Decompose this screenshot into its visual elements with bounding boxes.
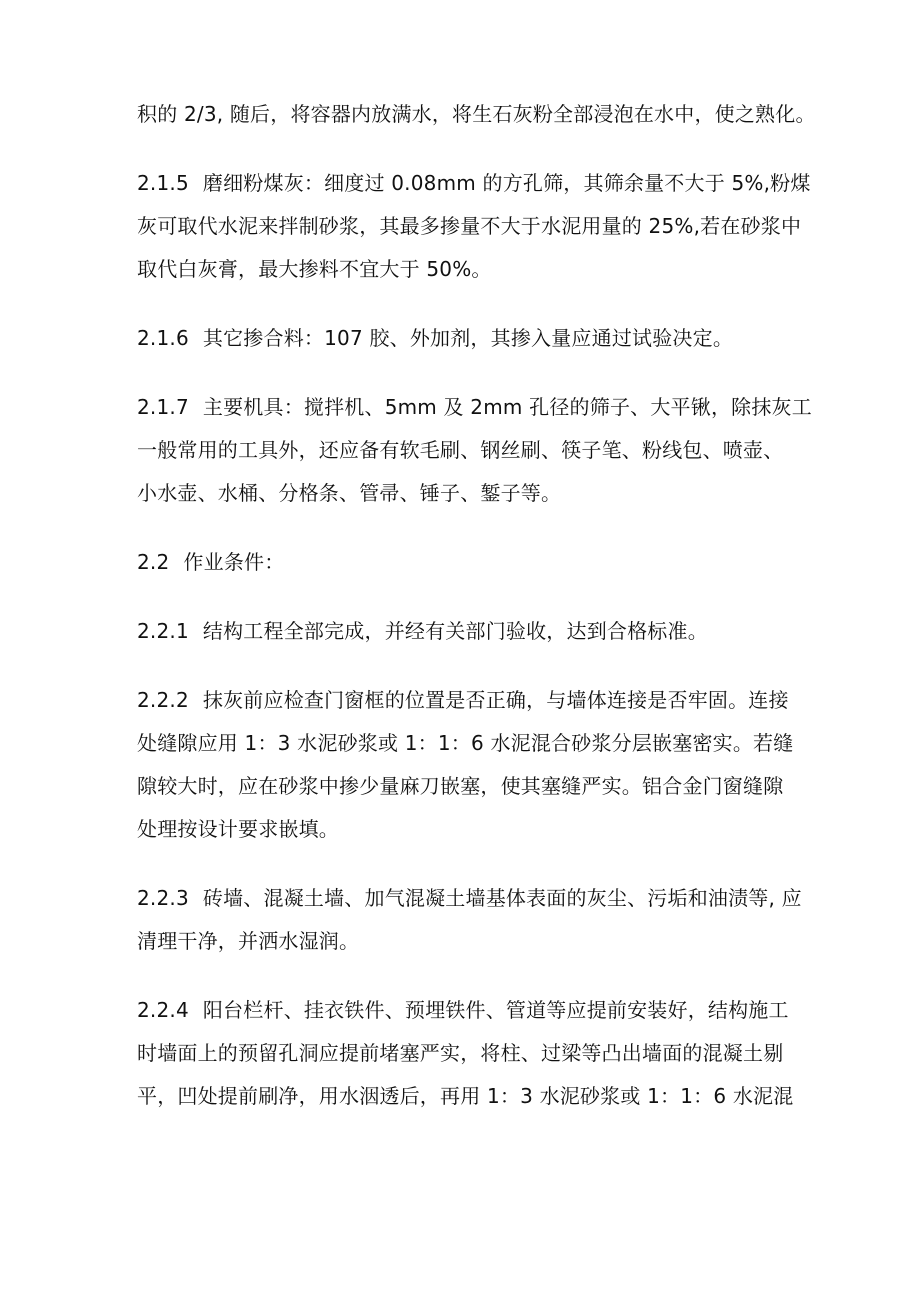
text-line: 隙较大时，应在砂浆中掺少量麻刀嵌塞，使其塞缝严实。铝合金门窗缝隙 — [137, 774, 784, 798]
text-line — [137, 386, 810, 429]
paragraph-2-2-4 — [137, 989, 810, 1118]
section-number: 2.2.1 — [137, 619, 189, 643]
text-segment: 其它掺合料：107 胶、外加剂，其掺入量应通过试验决定。 — [202, 326, 734, 350]
text-line: 取代白灰膏，最大掺料不宜大于 50%。 — [137, 257, 492, 281]
paragraph-continuation — [137, 93, 816, 136]
text-line: 清理干净，并洒水湿润。 — [137, 929, 360, 953]
paragraph-2-1-7 — [137, 386, 810, 515]
text-segment: 抹灰前应检查门窗框的位置是否正确，与墙体连接是否牢固。连接 — [202, 688, 789, 712]
paragraph-2-1-5 — [137, 162, 810, 291]
text-segment: 主要机具：搅拌机、5mm 及 2mm 孔径的筛子、大平锹，除抹灰工 — [202, 395, 812, 419]
text-line — [137, 317, 810, 360]
text-line: 平，凹处提前刷净，用水洇透后，再用 1：3 水泥砂浆或 1：1：6 水泥混 — [137, 1084, 794, 1108]
text-line: 处理按设计要求嵌填。 — [137, 817, 339, 841]
text-segment: 砖墙、混凝土墙、加气混凝土墙基体表面的灰尘、污垢和油渍等, 应 — [202, 886, 802, 910]
text-line — [137, 989, 810, 1032]
text-line: 灰可取代水泥来拌制砂浆，其最多掺量不大于水泥用量的 25%,若在砂浆中 — [137, 214, 802, 238]
section-heading: 作业条件： — [183, 550, 285, 574]
text-line: 积的 2/3, 随后，将容器内放满水，将生石灰粉全部浸泡在水中，使之熟化。 — [137, 102, 816, 126]
text-segment: 磨细粉煤灰：细度过 0.08mm 的方孔筛，其筛余量不大于 5%,粉煤 — [202, 171, 811, 195]
text-line — [137, 679, 810, 722]
text-line: 时墙面上的预留孔洞应提前堵塞严实，将柱、过梁等凸出墙面的混凝土剔 — [137, 1041, 784, 1065]
text-segment: 结构工程全部完成，并经有关部门验收，达到合格标准。 — [202, 619, 708, 643]
section-number: 2.2.4 — [137, 998, 189, 1022]
paragraph-2-1-6 — [137, 317, 810, 360]
text-segment: 阳台栏杆、挂衣铁件、预埋铁件、管道等应提前安装好，结构施工 — [202, 998, 789, 1022]
section-number: 2.2.2 — [137, 688, 189, 712]
paragraph-2-2-1 — [137, 610, 810, 653]
text-line — [137, 541, 810, 584]
section-number: 2.2.3 — [137, 886, 189, 910]
paragraph-2-2-3 — [137, 877, 810, 963]
text-line — [137, 162, 810, 205]
text-line — [137, 877, 810, 920]
text-line: 小水壶、水桶、分格条、管帚、锤子、錾子等。 — [137, 481, 562, 505]
section-number: 2.1.5 — [137, 171, 189, 195]
paragraph-2-2-2 — [137, 679, 810, 851]
text-line: 一般常用的工具外，还应备有软毛刷、钢丝刷、筷子笔、粉线包、喷壶、 — [137, 438, 784, 462]
section-number: 2.1.7 — [137, 395, 189, 419]
text-line: 处缝隙应用 1：3 水泥砂浆或 1：1：6 水泥混合砂浆分层嵌塞密实。若缝 — [137, 731, 794, 755]
paragraph-2-2 — [137, 541, 810, 584]
section-number: 2.1.6 — [137, 326, 189, 350]
section-number: 2.2 — [137, 550, 170, 574]
text-line — [137, 610, 810, 653]
